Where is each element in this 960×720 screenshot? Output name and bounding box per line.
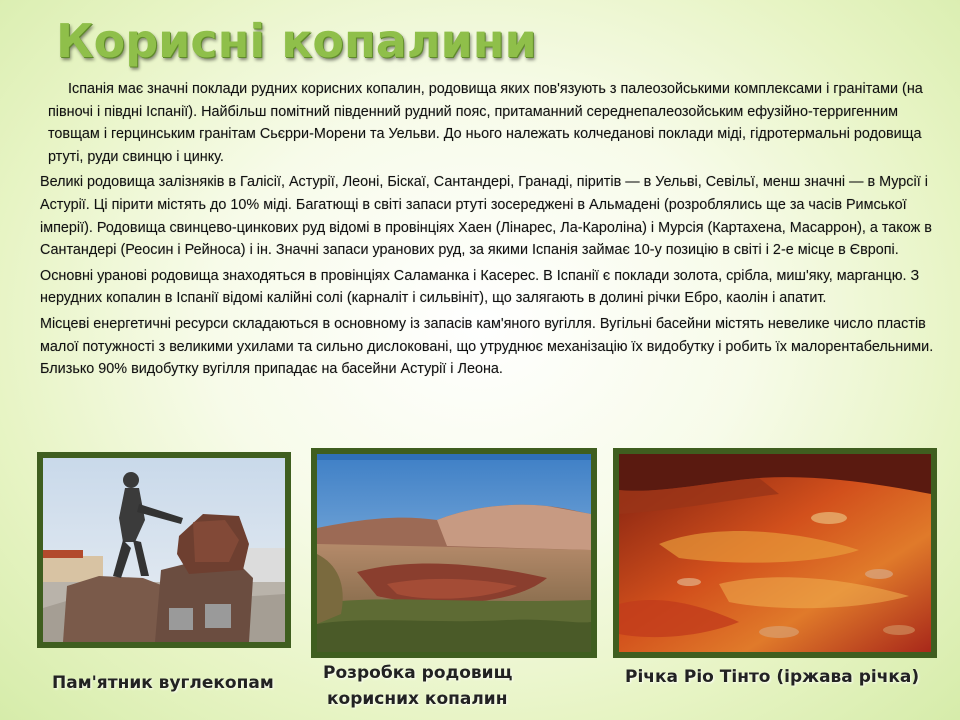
paragraph-1: Іспанія має значні поклади рудних корисних копалин, родовища яких пов'язують з палеозойськими комплексами і гранітами (на півночі і півдні Іспанії). Найбільш помітний південний рудний пояс, притаманний середнепалеозойським ефузійно-терригенним товщам і герцинським гранітам Сьєрри-Морени та Уельви. До нього належать колчеданові поклади міді, гідротермальні родовища ртуті, руди свинцю і цинку. [48,81,923,165]
photo-mining-landscape [311,448,597,658]
body-text [40,78,952,384]
paragraph-4: Місцеві енергетичні ресурси складаються в основному із запасів кам'яного вугілля. Вугільні басейни містять невелике число пластів малої потужності з великими ухилами та сильно дислоковані, що утруднює механізацію їх видобутку і робить їх малорентабельними. Близько 90% видобутку вугілля припадає на басейни Астурії і Леона. [40,315,934,378]
miner-monument-image [43,458,285,642]
photo-rio-tinto-river [613,448,937,658]
paragraph-3: Основні уранові родовища знаходяться в провінціях Саламанка і Касерес. В Іспанії є поклади золота, срібла, миш'яку, марганцю. З нерудних копалин в Іспанії відомі калійні солі (карналіт і сильвініт), що залягають в долині річки Ебро, каолін і апатит. [40,267,920,307]
paragraph-2: Великі родовища залізняків в Галісії, Астурії, Леоні, Біскаї, Сантандері, Гранаді, піритів — в Уельві, Севільї, менш значні — в Мурсії і Астурії. Ці пірити містять до 10% міді. Багатющі в світі запаси ртуті зосереджені в Альмадені (розроблялись ще за часів Римської імперії). Родовища свинцево-цинкових руд відомі в провінціях Хаен (Лінарес, Ла-Кароліна) і Мурсія (Картахена, Масаррон), а також в Сантандері (Реосин і Рейноса) і ін. Значні запаси уранових руд, за якими Іспанія займає 10-у позицію в світі і 2-е місце в Європі. [40,174,932,259]
slide-title: Корисні копалини [56,14,537,68]
mining-landscape-image [317,454,591,652]
rio-tinto-river-image [619,454,931,652]
caption-mining-landscape [323,660,512,712]
caption-rio-tinto: Річка Ріо Тінто (іржава річка) [625,667,920,687]
photo-miner-monument [37,452,291,648]
caption-miner-monument: Пам'ятник вуглекопам [52,673,274,693]
caption-mining-line-2: корисних копалин [327,689,508,709]
caption-mining-line-1: Розробка родовищ [323,663,513,683]
